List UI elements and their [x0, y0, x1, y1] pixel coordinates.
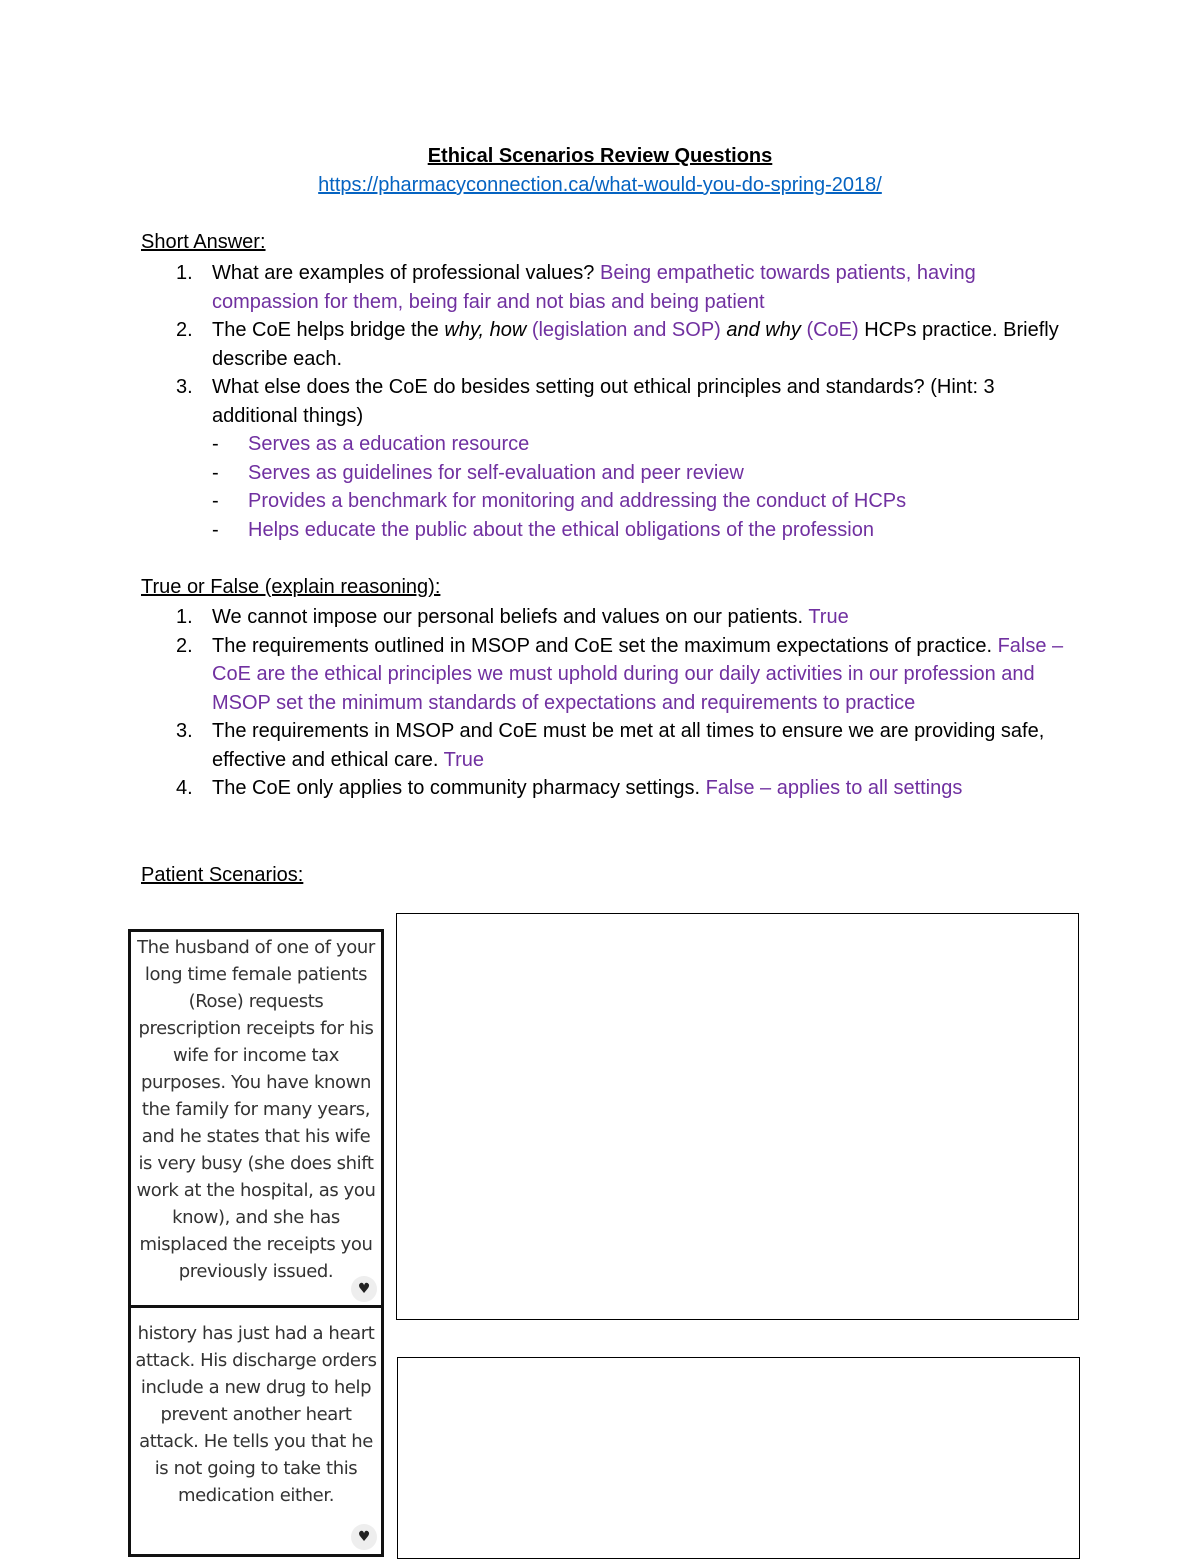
scenario-card-2: [128, 1305, 384, 1557]
bullet-item: - Serves as a education resource: [212, 433, 530, 455]
list-item: 3. What else does the CoE do besides setting out ethical principles and standards? (Hint: 3 additional things) - Serves as a education resource - Serves as guidelines for self-evaluation and peer review - Provides a benchmark for monitoring and addressing the conduct of HCPs - Helps educate the public about the ethical obligations of the profession: [172, 373, 1072, 544]
short-answer-list: [172, 259, 1072, 544]
q3-bullet-list: [212, 430, 1072, 544]
scenario-2-text: history has just had a heart attack. His discharge orders include a new drug to help prevent another heart attack. He tells you that he is not going to take this medication either.: [135, 1323, 377, 1506]
heart-icon[interactable]: ♥: [351, 1276, 377, 1302]
list-item: 2. The requirements outlined in MSOP and CoE set the maximum expectations of practice. False – CoE are the ethical principles we must uphold during our daily activities in our profession and MSOP set the minimum standards of expectations and requirements to practice: [176, 634, 1064, 714]
scenario-card-1: [128, 929, 384, 1309]
bullet-item: - Serves as guidelines for self-evaluation and peer review: [212, 461, 744, 484]
patient-scenarios-heading: Patient Scenarios:: [141, 864, 304, 886]
list-item: 2. The CoE helps bridge the why, how (legislation and SOP) and why (CoE) HCPs practice. Briefly describe each.: [176, 319, 1059, 370]
reference-link[interactable]: https://pharmacyconnection.ca/what-would-you-do-spring-2018/: [318, 174, 882, 196]
list-item: 1. What are examples of professional values? Being empathetic towards patients, having compassion for them, being fair and not bias and being patient: [176, 262, 976, 313]
bullet-item: - Helps educate the public about the ethical obligations of the profession: [212, 518, 874, 541]
scenario-1-answer-box[interactable]: [396, 913, 1079, 1320]
page-title: Ethical Scenarios Review Questions: [427, 145, 773, 167]
scenario-2-answer-box[interactable]: [397, 1357, 1080, 1559]
true-false-list: [172, 603, 1072, 803]
bullet-item: - Provides a benchmark for monitoring and addressing the conduct of HCPs: [212, 490, 907, 512]
true-false-heading: True or False (explain reasoning):: [141, 576, 441, 598]
list-item: 4. The CoE only applies to community pharmacy settings. False – applies to all settings: [176, 777, 963, 799]
heart-icon[interactable]: ♥: [351, 1524, 377, 1550]
short-answer-heading: Short Answer:: [141, 231, 266, 253]
list-item: 3. The requirements in MSOP and CoE must be met at all times to ensure we are providing safe, effective and ethical care. True: [176, 720, 1045, 771]
list-item: 1. We cannot impose our personal beliefs and values on our patients. True: [176, 606, 849, 628]
scenario-1-text: The husband of one of your long time female patients (Rose) requests prescription receipts for his wife for income tax purposes. You have known the family for many years, and he states that his wife is very busy (she does shift work at the hospital, as you know), and she has misplaced the receipts you previously issued.: [136, 937, 376, 1282]
